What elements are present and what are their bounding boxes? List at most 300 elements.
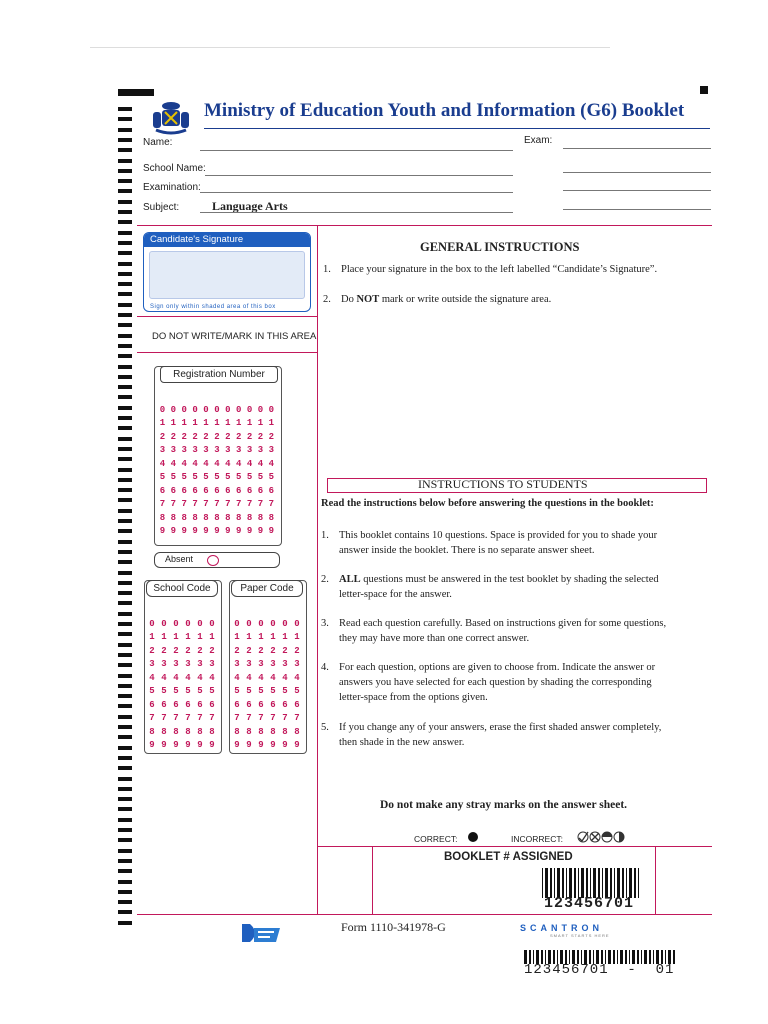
bubble-digit[interactable]: 5 <box>246 472 253 483</box>
bubble-digit[interactable]: 9 <box>257 526 264 537</box>
bubble-digit[interactable]: 5 <box>149 686 155 697</box>
bubble-digit[interactable]: 9 <box>270 740 276 751</box>
bubble-digit[interactable]: 9 <box>209 740 215 751</box>
timing-mark <box>118 282 132 286</box>
bubble-digit[interactable]: 4 <box>268 458 275 469</box>
timing-mark <box>118 210 132 214</box>
bubble-digit[interactable]: 7 <box>203 499 209 510</box>
bubble-digit[interactable]: 2 <box>225 431 231 442</box>
bubble-digit[interactable]: 9 <box>268 526 275 537</box>
subject-field[interactable] <box>200 212 513 213</box>
bubble-digit[interactable]: 4 <box>185 672 191 683</box>
timing-mark <box>118 715 132 719</box>
bubble-digit[interactable]: 3 <box>257 445 264 456</box>
bubble-digit[interactable]: 1 <box>246 632 252 643</box>
bubble-digit[interactable]: 6 <box>203 485 209 496</box>
timing-mark <box>118 457 132 461</box>
timing-mark <box>118 416 132 420</box>
bubble-digit[interactable]: 9 <box>294 740 300 751</box>
timing-mark <box>118 921 132 925</box>
bubble-digit[interactable]: 3 <box>282 659 288 670</box>
absent-box[interactable] <box>154 552 280 568</box>
frame-divider <box>317 225 318 915</box>
timing-mark <box>118 179 132 183</box>
bubble-digit[interactable]: 1 <box>268 418 275 429</box>
bubble-digit[interactable]: 6 <box>235 485 242 496</box>
timing-mark <box>118 777 132 781</box>
bubble-digit[interactable]: 3 <box>209 659 215 670</box>
bubble-digit[interactable]: 9 <box>161 740 167 751</box>
timing-mark <box>118 323 132 327</box>
bubble-digit[interactable]: 6 <box>282 699 288 710</box>
bubble-digit[interactable]: 9 <box>246 740 252 751</box>
bubble-row <box>157 471 277 485</box>
bubble-row <box>157 444 277 458</box>
bubble-digit[interactable]: 1 <box>225 418 231 429</box>
bubble-digit[interactable]: 7 <box>270 713 276 724</box>
bubble-digit[interactable]: 9 <box>173 740 179 751</box>
bubble-digit[interactable]: 0 <box>161 618 167 629</box>
bubble-digit[interactable]: 7 <box>214 499 220 510</box>
bubble-digit[interactable]: 8 <box>203 512 209 523</box>
bubble-digit[interactable]: 0 <box>225 404 231 415</box>
bubble-digit[interactable]: 9 <box>214 526 220 537</box>
bubble-digit[interactable]: 4 <box>161 672 167 683</box>
bubble-digit[interactable]: 3 <box>235 445 242 456</box>
bubble-digit[interactable]: 1 <box>159 418 166 429</box>
timing-mark <box>118 859 132 863</box>
bubble-digit[interactable]: 4 <box>246 458 253 469</box>
bubble-digit[interactable]: 3 <box>149 659 155 670</box>
bubble-digit[interactable]: 3 <box>225 445 231 456</box>
bubble-digit[interactable]: 5 <box>282 686 288 697</box>
bubble-digit[interactable]: 2 <box>258 645 264 656</box>
bubble-digit[interactable]: 0 <box>270 618 276 629</box>
bubble-digit[interactable]: 3 <box>170 445 177 456</box>
bubble-digit[interactable]: 5 <box>192 472 198 483</box>
bubble-digit[interactable]: 8 <box>235 512 242 523</box>
bubble-digit[interactable]: 1 <box>173 632 179 643</box>
bubble-digit[interactable]: 4 <box>246 672 252 683</box>
bubble-digit[interactable]: 0 <box>268 404 275 415</box>
bubble-digit[interactable]: 1 <box>270 632 276 643</box>
bubble-digit[interactable]: 3 <box>161 659 167 670</box>
bubble-digit[interactable]: 6 <box>246 699 252 710</box>
bubble-digit[interactable]: 8 <box>258 726 264 737</box>
bubble-digit[interactable]: 7 <box>234 713 240 724</box>
bubble-row <box>231 644 303 658</box>
bubble-digit[interactable]: 7 <box>258 713 264 724</box>
bubble-digit[interactable]: 4 <box>258 672 264 683</box>
bubble-digit[interactable]: 8 <box>270 726 276 737</box>
bubble-digit[interactable]: 0 <box>203 404 209 415</box>
bubble-row <box>157 430 277 444</box>
timing-mark <box>118 735 132 739</box>
bubble-digit[interactable]: 8 <box>214 512 220 523</box>
bubble-digit[interactable]: 2 <box>209 645 215 656</box>
bubble-digit[interactable]: 0 <box>246 618 252 629</box>
bubble-digit[interactable]: 8 <box>209 726 215 737</box>
bubble-digit[interactable]: 7 <box>181 499 187 510</box>
bubble-digit[interactable]: 4 <box>257 458 264 469</box>
bubble-digit[interactable]: 4 <box>192 458 198 469</box>
exam-field-3[interactable] <box>563 190 711 191</box>
bubble-digit[interactable]: 0 <box>173 618 179 629</box>
bubble-digit[interactable]: 5 <box>214 472 220 483</box>
bubble-digit[interactable]: 8 <box>282 726 288 737</box>
bubble-digit[interactable]: 5 <box>209 686 215 697</box>
bubble-digit[interactable]: 8 <box>181 512 187 523</box>
bubble-digit[interactable]: 5 <box>185 686 191 697</box>
exam-field[interactable] <box>563 148 711 149</box>
bubble-digit[interactable]: 2 <box>161 645 167 656</box>
bubble-row <box>146 658 218 672</box>
absent-bubble[interactable] <box>207 555 219 566</box>
bubble-digit[interactable]: 4 <box>149 672 155 683</box>
bubble-digit[interactable]: 4 <box>294 672 300 683</box>
bubble-digit[interactable]: 4 <box>282 672 288 683</box>
bubble-digit[interactable]: 7 <box>257 499 264 510</box>
bubble-digit[interactable]: 1 <box>282 632 288 643</box>
bubble-digit[interactable]: 1 <box>294 632 300 643</box>
school-code-grid[interactable] <box>146 617 218 752</box>
bubble-digit[interactable]: 4 <box>159 458 166 469</box>
bubble-digit[interactable]: 6 <box>225 485 231 496</box>
bubble-digit[interactable]: 9 <box>258 740 264 751</box>
si-1-line1: This booklet contains 10 questions. Space is provided for you to shade your <box>339 530 658 541</box>
bubble-digit[interactable]: 8 <box>161 726 167 737</box>
bubble-digit[interactable]: 2 <box>170 431 177 442</box>
bubble-digit[interactable]: 5 <box>203 472 209 483</box>
timing-mark <box>118 550 132 554</box>
bubble-digit[interactable]: 9 <box>149 740 155 751</box>
timing-mark <box>118 231 132 235</box>
bubble-digit[interactable]: 4 <box>170 458 177 469</box>
form-number: Form 1110-341978-G <box>341 920 446 934</box>
bubble-digit[interactable]: 4 <box>214 458 220 469</box>
bubble-digit[interactable]: 8 <box>197 726 203 737</box>
bubble-digit[interactable]: 4 <box>197 672 203 683</box>
name-field[interactable] <box>200 150 513 151</box>
bubble-digit[interactable]: 9 <box>185 740 191 751</box>
timing-mark <box>118 704 132 708</box>
corner-mark-tl <box>118 89 154 96</box>
bubble-digit[interactable]: 1 <box>192 418 198 429</box>
bubble-digit[interactable]: 3 <box>214 445 220 456</box>
bubble-digit[interactable]: 9 <box>235 526 242 537</box>
bubble-digit[interactable]: 8 <box>246 512 253 523</box>
timing-mark <box>118 571 132 575</box>
bubble-digit[interactable]: 7 <box>170 499 177 510</box>
bubble-digit[interactable]: 6 <box>161 699 167 710</box>
si-5-num: 5. <box>321 722 329 733</box>
bubble-digit[interactable]: 0 <box>235 404 242 415</box>
bubble-row <box>231 685 303 699</box>
bubble-digit[interactable]: 3 <box>192 445 198 456</box>
bubble-digit[interactable]: 2 <box>173 645 179 656</box>
bubble-digit[interactable]: 7 <box>246 713 252 724</box>
bubble-digit[interactable]: 6 <box>214 485 220 496</box>
timing-mark <box>118 674 132 678</box>
bubble-digit[interactable]: 0 <box>192 404 198 415</box>
signature-shaded-area[interactable] <box>149 251 305 299</box>
bubble-digit[interactable]: 9 <box>234 740 240 751</box>
bubble-digit[interactable]: 7 <box>268 499 275 510</box>
bubble-digit[interactable]: 6 <box>197 699 203 710</box>
bubble-digit[interactable]: 0 <box>209 618 215 629</box>
bubble-digit[interactable]: 9 <box>246 526 253 537</box>
bubble-digit[interactable]: 3 <box>159 445 166 456</box>
bubble-row <box>231 658 303 672</box>
timing-mark <box>118 643 132 647</box>
bubble-digit[interactable]: 3 <box>197 659 203 670</box>
bubble-digit[interactable]: 7 <box>185 713 191 724</box>
bubble-digit[interactable]: 0 <box>185 618 191 629</box>
registration-grid[interactable] <box>157 403 277 538</box>
bubble-digit[interactable]: 9 <box>282 740 288 751</box>
bubble-digit[interactable]: 2 <box>235 431 242 442</box>
bubble-digit[interactable]: 9 <box>159 526 166 537</box>
bubble-digit[interactable]: 6 <box>192 485 198 496</box>
bubble-digit[interactable]: 5 <box>197 686 203 697</box>
bubble-digit[interactable]: 5 <box>161 686 167 697</box>
bubble-digit[interactable]: 2 <box>246 431 253 442</box>
timing-mark <box>118 375 132 379</box>
bubble-digit[interactable]: 3 <box>268 445 275 456</box>
bubble-digit[interactable]: 5 <box>234 686 240 697</box>
bubble-digit[interactable]: 1 <box>149 632 155 643</box>
bubble-digit[interactable]: 6 <box>246 485 253 496</box>
bubble-digit[interactable]: 3 <box>246 659 252 670</box>
bubble-digit[interactable]: 1 <box>257 418 264 429</box>
frame-top <box>137 225 712 226</box>
bubble-digit[interactable]: 2 <box>185 645 191 656</box>
bubble-digit[interactable]: 0 <box>294 618 300 629</box>
bubble-digit[interactable]: 2 <box>270 645 276 656</box>
bubble-digit[interactable]: 8 <box>173 726 179 737</box>
bubble-digit[interactable]: 2 <box>159 431 166 442</box>
bubble-digit[interactable]: 6 <box>268 485 275 496</box>
bubble-digit[interactable]: 4 <box>270 672 276 683</box>
bubble-digit[interactable]: 0 <box>282 618 288 629</box>
bubble-digit[interactable]: 6 <box>159 485 166 496</box>
bubble-digit[interactable]: 7 <box>192 499 198 510</box>
bubble-digit[interactable]: 3 <box>185 659 191 670</box>
bubble-digit[interactable]: 6 <box>234 699 240 710</box>
bubble-digit[interactable]: 0 <box>258 618 264 629</box>
bubble-digit[interactable]: 3 <box>234 659 240 670</box>
bubble-digit[interactable]: 1 <box>258 632 264 643</box>
bubble-digit[interactable]: 6 <box>270 699 276 710</box>
timing-mark <box>118 540 132 544</box>
bubble-digit[interactable]: 5 <box>270 686 276 697</box>
timing-mark <box>118 900 132 904</box>
bubble-digit[interactable]: 7 <box>161 713 167 724</box>
bubble-digit[interactable]: 9 <box>197 740 203 751</box>
timing-mark <box>118 684 132 688</box>
bubble-digit[interactable]: 7 <box>282 713 288 724</box>
booklet-barcode-number: 123456701 <box>544 895 635 912</box>
bubble-digit[interactable]: 4 <box>203 458 209 469</box>
bubble-digit[interactable]: 2 <box>257 431 264 442</box>
bubble-digit[interactable]: 1 <box>235 418 242 429</box>
bubble-digit[interactable]: 3 <box>270 659 276 670</box>
bubble-digit[interactable]: 3 <box>246 445 253 456</box>
bubble-digit[interactable]: 7 <box>235 499 242 510</box>
bubble-digit[interactable]: 8 <box>149 726 155 737</box>
gi-1-num: 1. <box>323 264 331 275</box>
bubble-digit[interactable]: 2 <box>282 645 288 656</box>
bubble-row <box>146 739 218 753</box>
bubble-digit[interactable]: 6 <box>149 699 155 710</box>
bubble-digit[interactable]: 6 <box>170 485 177 496</box>
bubble-digit[interactable]: 1 <box>234 632 240 643</box>
bubble-digit[interactable]: 2 <box>203 431 209 442</box>
bubble-digit[interactable]: 5 <box>170 472 177 483</box>
bubble-digit[interactable]: 0 <box>159 404 166 415</box>
bubble-digit[interactable]: 1 <box>246 418 253 429</box>
school-name-field[interactable] <box>205 175 513 176</box>
bubble-digit[interactable]: 7 <box>246 499 253 510</box>
bubble-digit[interactable]: 6 <box>294 699 300 710</box>
bubble-digit[interactable]: 6 <box>185 699 191 710</box>
booklet-box-right <box>655 846 656 915</box>
bubble-digit[interactable]: 4 <box>173 672 179 683</box>
bubble-digit[interactable]: 5 <box>246 686 252 697</box>
bubble-digit[interactable]: 8 <box>170 512 177 523</box>
bubble-digit[interactable]: 4 <box>235 458 242 469</box>
bubble-digit[interactable]: 6 <box>258 699 264 710</box>
bubble-digit[interactable]: 8 <box>268 512 275 523</box>
booklet-box-top <box>317 846 712 847</box>
do-not-write-notice: DO NOT WRITE/MARK IN THIS AREA <box>152 331 317 342</box>
bubble-digit[interactable]: 0 <box>170 404 177 415</box>
bubble-digit[interactable]: 0 <box>214 404 220 415</box>
bubble-digit[interactable]: 5 <box>258 686 264 697</box>
scantron-logo <box>520 923 610 938</box>
bubble-digit[interactable]: 7 <box>149 713 155 724</box>
bubble-digit[interactable]: 2 <box>268 431 275 442</box>
bubble-digit[interactable]: 1 <box>185 632 191 643</box>
bubble-digit[interactable]: 8 <box>246 726 252 737</box>
bubble-digit[interactable]: 5 <box>268 472 275 483</box>
bubble-digit[interactable]: 5 <box>159 472 166 483</box>
examination-field[interactable] <box>200 192 513 193</box>
booklet-barcode <box>542 868 642 898</box>
bubble-digit[interactable]: 5 <box>235 472 242 483</box>
bubble-digit[interactable]: 7 <box>159 499 166 510</box>
bubble-digit[interactable]: 4 <box>234 672 240 683</box>
exam-field-4[interactable] <box>563 209 711 210</box>
timing-mark <box>118 838 132 842</box>
bubble-digit[interactable]: 3 <box>258 659 264 670</box>
bubble-digit[interactable]: 8 <box>294 726 300 737</box>
bubble-digit[interactable]: 3 <box>173 659 179 670</box>
registration-title: Registration Number <box>160 366 278 383</box>
bubble-digit[interactable]: 7 <box>225 499 231 510</box>
bubble-digit[interactable]: 6 <box>173 699 179 710</box>
timing-mark <box>118 385 132 389</box>
bubble-digit[interactable]: 6 <box>209 699 215 710</box>
bubble-digit[interactable]: 2 <box>246 645 252 656</box>
bubble-digit[interactable]: 3 <box>294 659 300 670</box>
frame-bottom <box>137 914 712 915</box>
bubble-digit[interactable]: 0 <box>234 618 240 629</box>
paper-code-grid[interactable] <box>231 617 303 752</box>
bubble-digit[interactable]: 0 <box>197 618 203 629</box>
booklet-box-left <box>372 846 373 915</box>
timing-mark <box>118 601 132 605</box>
bubble-digit[interactable]: 0 <box>181 404 187 415</box>
bubble-digit[interactable]: 1 <box>209 632 215 643</box>
bubble-digit[interactable]: 7 <box>197 713 203 724</box>
bubble-digit[interactable]: 2 <box>197 645 203 656</box>
bubble-digit[interactable]: 0 <box>246 404 253 415</box>
bubble-digit[interactable]: 8 <box>234 726 240 737</box>
bubble-digit[interactable]: 1 <box>203 418 209 429</box>
subject-value: Language Arts <box>212 199 288 213</box>
bubble-digit[interactable]: 5 <box>257 472 264 483</box>
exam-field-2[interactable] <box>563 172 711 173</box>
timing-mark <box>118 519 132 523</box>
bubble-digit[interactable]: 1 <box>170 418 177 429</box>
bubble-digit[interactable]: 5 <box>294 686 300 697</box>
timing-mark <box>118 303 132 307</box>
gi-1-text: Place your signature in the box to the left labelled “Candidate’s Signature”. <box>341 264 658 275</box>
bubble-digit[interactable]: 2 <box>149 645 155 656</box>
timing-mark <box>118 509 132 513</box>
bubble-digit[interactable]: 4 <box>209 672 215 683</box>
bubble-digit[interactable]: 9 <box>170 526 177 537</box>
bubble-digit[interactable]: 9 <box>181 526 187 537</box>
bubble-digit[interactable]: 7 <box>209 713 215 724</box>
bubble-digit[interactable]: 8 <box>225 512 231 523</box>
bubble-digit[interactable]: 8 <box>257 512 264 523</box>
bubble-digit[interactable]: 7 <box>173 713 179 724</box>
bubble-digit[interactable]: 5 <box>225 472 231 483</box>
bubble-digit[interactable]: 1 <box>214 418 220 429</box>
bubble-digit[interactable]: 6 <box>181 485 187 496</box>
bubble-digit[interactable]: 2 <box>234 645 240 656</box>
bubble-digit[interactable]: 2 <box>214 431 220 442</box>
bubble-digit[interactable]: 9 <box>192 526 198 537</box>
bubble-digit[interactable]: 6 <box>257 485 264 496</box>
bubble-digit[interactable]: 3 <box>181 445 187 456</box>
bubble-digit[interactable]: 1 <box>161 632 167 643</box>
bubble-digit[interactable]: 2 <box>294 645 300 656</box>
bubble-digit[interactable]: 0 <box>149 618 155 629</box>
bubble-digit[interactable]: 5 <box>181 472 187 483</box>
bubble-digit[interactable]: 9 <box>203 526 209 537</box>
bubble-digit[interactable]: 1 <box>181 418 187 429</box>
bubble-digit[interactable]: 3 <box>203 445 209 456</box>
signature-box[interactable] <box>143 232 311 312</box>
bubble-digit[interactable]: 2 <box>192 431 198 442</box>
bubble-digit[interactable]: 9 <box>225 526 231 537</box>
bubble-digit[interactable]: 4 <box>181 458 187 469</box>
bubble-digit[interactable]: 4 <box>225 458 231 469</box>
timing-mark <box>118 365 132 369</box>
bubble-digit[interactable]: 8 <box>185 726 191 737</box>
bubble-digit[interactable]: 8 <box>192 512 198 523</box>
bubble-digit[interactable]: 1 <box>197 632 203 643</box>
bubble-digit[interactable]: 5 <box>173 686 179 697</box>
bubble-row <box>146 617 218 631</box>
bubble-digit[interactable]: 7 <box>294 713 300 724</box>
bubble-digit[interactable]: 8 <box>159 512 166 523</box>
bubble-digit[interactable]: 0 <box>257 404 264 415</box>
bubble-digit[interactable]: 2 <box>181 431 187 442</box>
